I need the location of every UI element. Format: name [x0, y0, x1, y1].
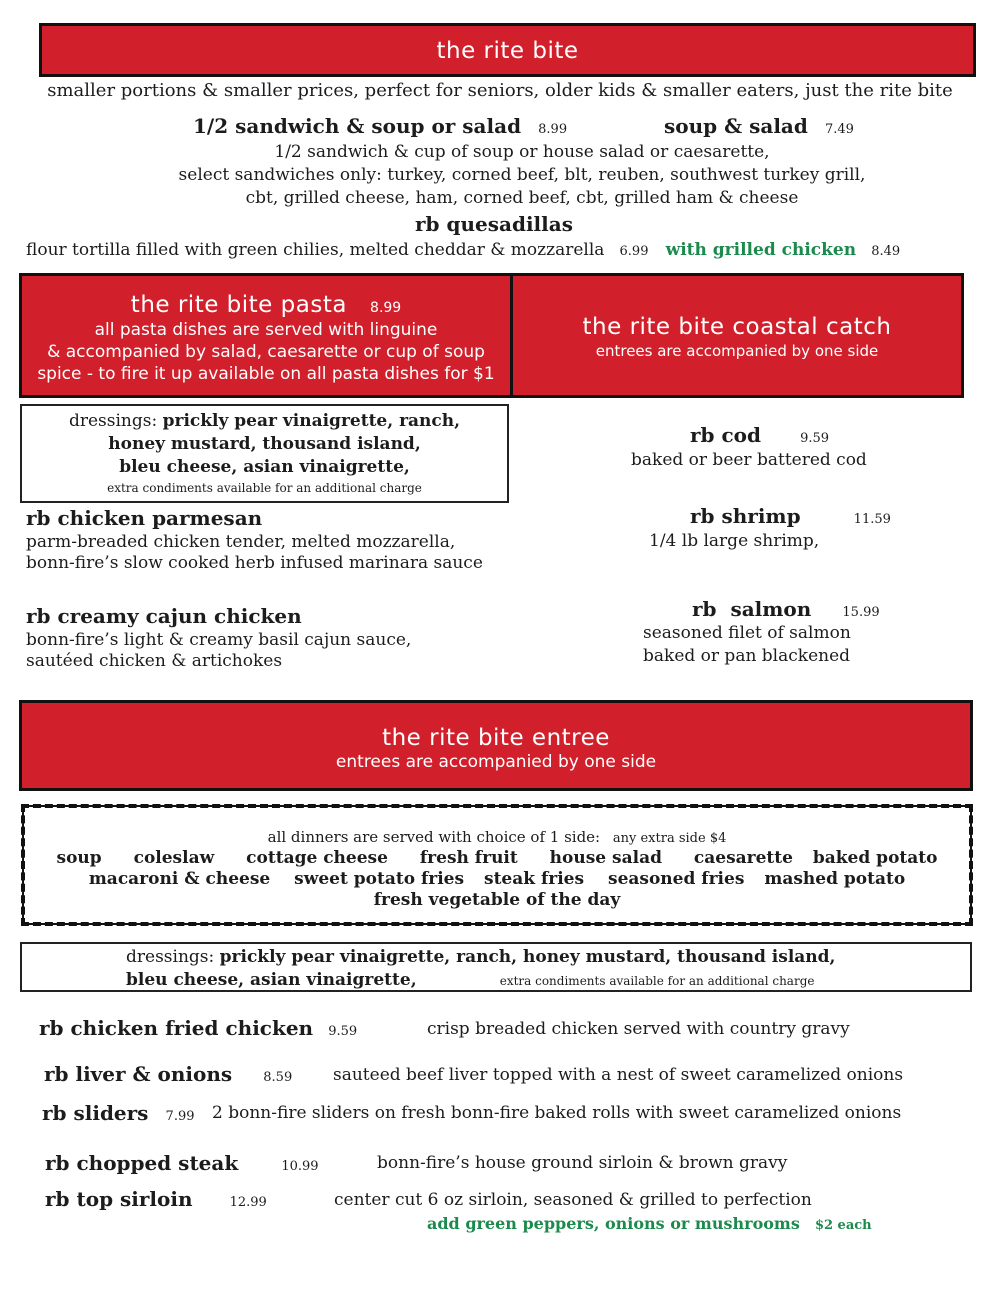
pasta-dressings-1: prickly pear vinaigrette, ranch, — [162, 411, 461, 431]
pasta-line-2: & accompanied by salad, caesarette or cup of soup — [47, 342, 485, 362]
pasta-dressings-3: bleu cheese, asian vinaigrette, — [119, 457, 410, 477]
pasta-banner — [19, 273, 513, 398]
entree-dressings-note: extra condiments available for an additional charge — [499, 974, 815, 988]
side-item: steak fries — [484, 869, 585, 889]
pasta-dressings-label: dressings: — [68, 411, 158, 431]
entree-dressings-2: bleu cheese, asian vinaigrette, — [126, 970, 417, 990]
coastal-item-desc: baked or pan blackened — [643, 646, 851, 666]
pasta-dressings-2: honey mustard, thousand island, — [108, 434, 421, 454]
coastal-item-name: rb shrimp — [690, 504, 801, 528]
pasta-title: the rite bite pasta — [130, 292, 347, 318]
pasta-item-desc: sautéed chicken & artichokes — [26, 651, 283, 671]
side-item: sweet potato fries — [294, 869, 465, 889]
coastal-item-desc: seasoned filet of salmon — [643, 623, 851, 643]
coastal-item-name: rb salmon — [692, 597, 812, 621]
pasta-price: 8.99 — [370, 300, 402, 316]
entree-price: 7.99 — [165, 1109, 195, 1124]
soup-salad-price: 7.49 — [824, 122, 854, 137]
entree-item — [44, 1062, 292, 1086]
coastal-salmon — [692, 597, 880, 621]
pasta-item-cajun — [26, 604, 411, 671]
entree-dressings-line-1 — [126, 947, 835, 967]
quesadillas-name: rb quesadillas — [415, 212, 573, 236]
half-sandwich-item — [193, 114, 567, 138]
sides-intro-line — [25, 828, 969, 846]
side-item: mashed potato — [764, 869, 906, 889]
sirloin-addon-text: add green peppers, onions or mushrooms — [427, 1214, 800, 1233]
half-sandwich-name: 1/2 sandwich & soup or salad — [193, 114, 522, 138]
side-item: soup — [56, 848, 102, 868]
sides-extra: any extra side $4 — [612, 831, 727, 846]
entree-desc: crisp breaded chicken served with country gravy — [427, 1019, 850, 1039]
quesadillas-price: 6.99 — [619, 244, 649, 259]
coastal-item-desc: baked or beer battered cod — [631, 450, 867, 470]
entree-sub: entrees are accompanied by one side — [335, 752, 657, 772]
sides-intro: all dinners are served with choice of 1 side: — [267, 828, 601, 846]
coastal-item-name: rb cod — [690, 423, 761, 447]
pasta-item-parmesan — [26, 506, 483, 573]
coastal-item-price: 9.59 — [800, 431, 830, 446]
entree-name: rb liver & onions — [44, 1062, 233, 1086]
entree-item — [42, 1101, 195, 1125]
pasta-line-1: all pasta dishes are served with linguine — [94, 320, 438, 340]
entree-price: 8.59 — [263, 1070, 293, 1085]
entree-name: rb chicken fried chicken — [39, 1016, 314, 1040]
soup-salad-name: soup & salad — [664, 114, 808, 138]
side-item: baked potato — [812, 848, 938, 868]
entree-name: rb sliders — [42, 1101, 149, 1125]
sides-box — [21, 804, 973, 926]
side-item: house salad — [549, 848, 662, 868]
pasta-item-name: rb chicken parmesan — [26, 506, 263, 530]
entree-dressings-label: dressings: — [126, 947, 215, 967]
entree-desc: bonn-fire’s house ground sirloin & brown gravy — [377, 1153, 788, 1173]
entree-item — [45, 1151, 319, 1175]
entree-desc: sauteed beef liver topped with a nest of sweet caramelized onions — [333, 1065, 904, 1085]
entree-item — [45, 1187, 267, 1211]
pasta-title-row — [22, 292, 510, 318]
sides-row-3: fresh vegetable of the day — [373, 890, 621, 910]
side-item: macaroni & cheese — [88, 869, 271, 889]
coastal-item-price: 11.59 — [853, 512, 891, 527]
entree-banner — [19, 700, 973, 791]
pasta-item-desc: bonn-fire’s light & creamy basil cajun sauce, — [26, 630, 412, 650]
side-item: caesarette — [693, 848, 793, 868]
sandwich-desc-2: select sandwiches only: turkey, corned beef, blt, reuben, southwest turkey grill, — [178, 165, 866, 185]
header-banner — [39, 23, 976, 77]
coastal-sub: entrees are accompanied by one side — [595, 342, 879, 360]
entree-desc: 2 bonn-fire sliders on fresh bonn-fire baked rolls with sweet caramelized onions — [212, 1103, 902, 1123]
entree-title: the rite bite entree — [382, 725, 610, 751]
entree-price: 9.59 — [328, 1024, 358, 1039]
soup-salad-item — [664, 114, 854, 138]
half-sandwich-price: 8.99 — [538, 122, 568, 137]
sirloin-addon-price: $2 each — [814, 1218, 872, 1233]
quesadillas-line — [26, 240, 900, 260]
quesadillas-desc: flour tortilla filled with green chilies, melted cheddar & mozzarella — [26, 240, 605, 260]
entree-item — [39, 1016, 357, 1040]
entree-name: rb chopped steak — [45, 1151, 239, 1175]
sirloin-addon — [427, 1214, 872, 1233]
coastal-banner — [510, 273, 964, 398]
entree-desc: center cut 6 oz sirloin, seasoned & grilled to perfection — [334, 1190, 812, 1210]
coastal-cod — [690, 423, 829, 447]
sides-row-1 — [25, 848, 969, 868]
pasta-dressings-line-1 — [22, 410, 507, 433]
entree-price: 10.99 — [281, 1159, 319, 1174]
entree-dressings-box — [20, 942, 972, 992]
entree-name: rb top sirloin — [45, 1187, 193, 1211]
quesadillas-addon: with grilled chicken — [665, 240, 857, 260]
pasta-item-desc: bonn-fire’s slow cooked herb infused marinara sauce — [26, 553, 483, 573]
sides-row-2 — [25, 869, 969, 889]
pasta-item-name: rb creamy cajun chicken — [26, 604, 302, 628]
side-item: cottage cheese — [246, 848, 388, 868]
pasta-item-desc: parm-breaded chicken tender, melted mozzarella, — [26, 532, 456, 552]
page-title: the rite bite — [436, 38, 579, 64]
coastal-title: the rite bite coastal catch — [582, 314, 892, 340]
entree-dressings-1: prickly pear vinaigrette, ranch, honey mustard, thousand island, — [219, 947, 836, 967]
side-item: seasoned fries — [608, 869, 745, 889]
quesadillas-addon-price: 8.49 — [871, 244, 901, 259]
side-item: fresh fruit — [419, 848, 518, 868]
sandwich-desc-1: 1/2 sandwich & cup of soup or house salad or caesarette, — [274, 142, 770, 162]
sandwich-desc-3: cbt, grilled cheese, ham, corned beef, cbt, grilled ham & cheese — [245, 188, 799, 208]
pasta-dressings-note: extra condiments available for an additional charge — [107, 481, 422, 495]
entree-dressings-line-2 — [126, 970, 814, 990]
coastal-item-price: 15.99 — [842, 605, 880, 620]
coastal-item-desc: 1/4 lb large shrimp, — [649, 531, 820, 551]
pasta-line-3: spice - to fire it up available on all pasta dishes for $1 — [37, 364, 495, 384]
entree-price: 12.99 — [229, 1195, 267, 1210]
pasta-dressings-box — [20, 404, 509, 503]
tagline: smaller portions & smaller prices, perfect for seniors, older kids & smaller eaters, just the rite bite — [47, 80, 953, 101]
coastal-shrimp — [690, 504, 891, 528]
side-item: coleslaw — [133, 848, 215, 868]
